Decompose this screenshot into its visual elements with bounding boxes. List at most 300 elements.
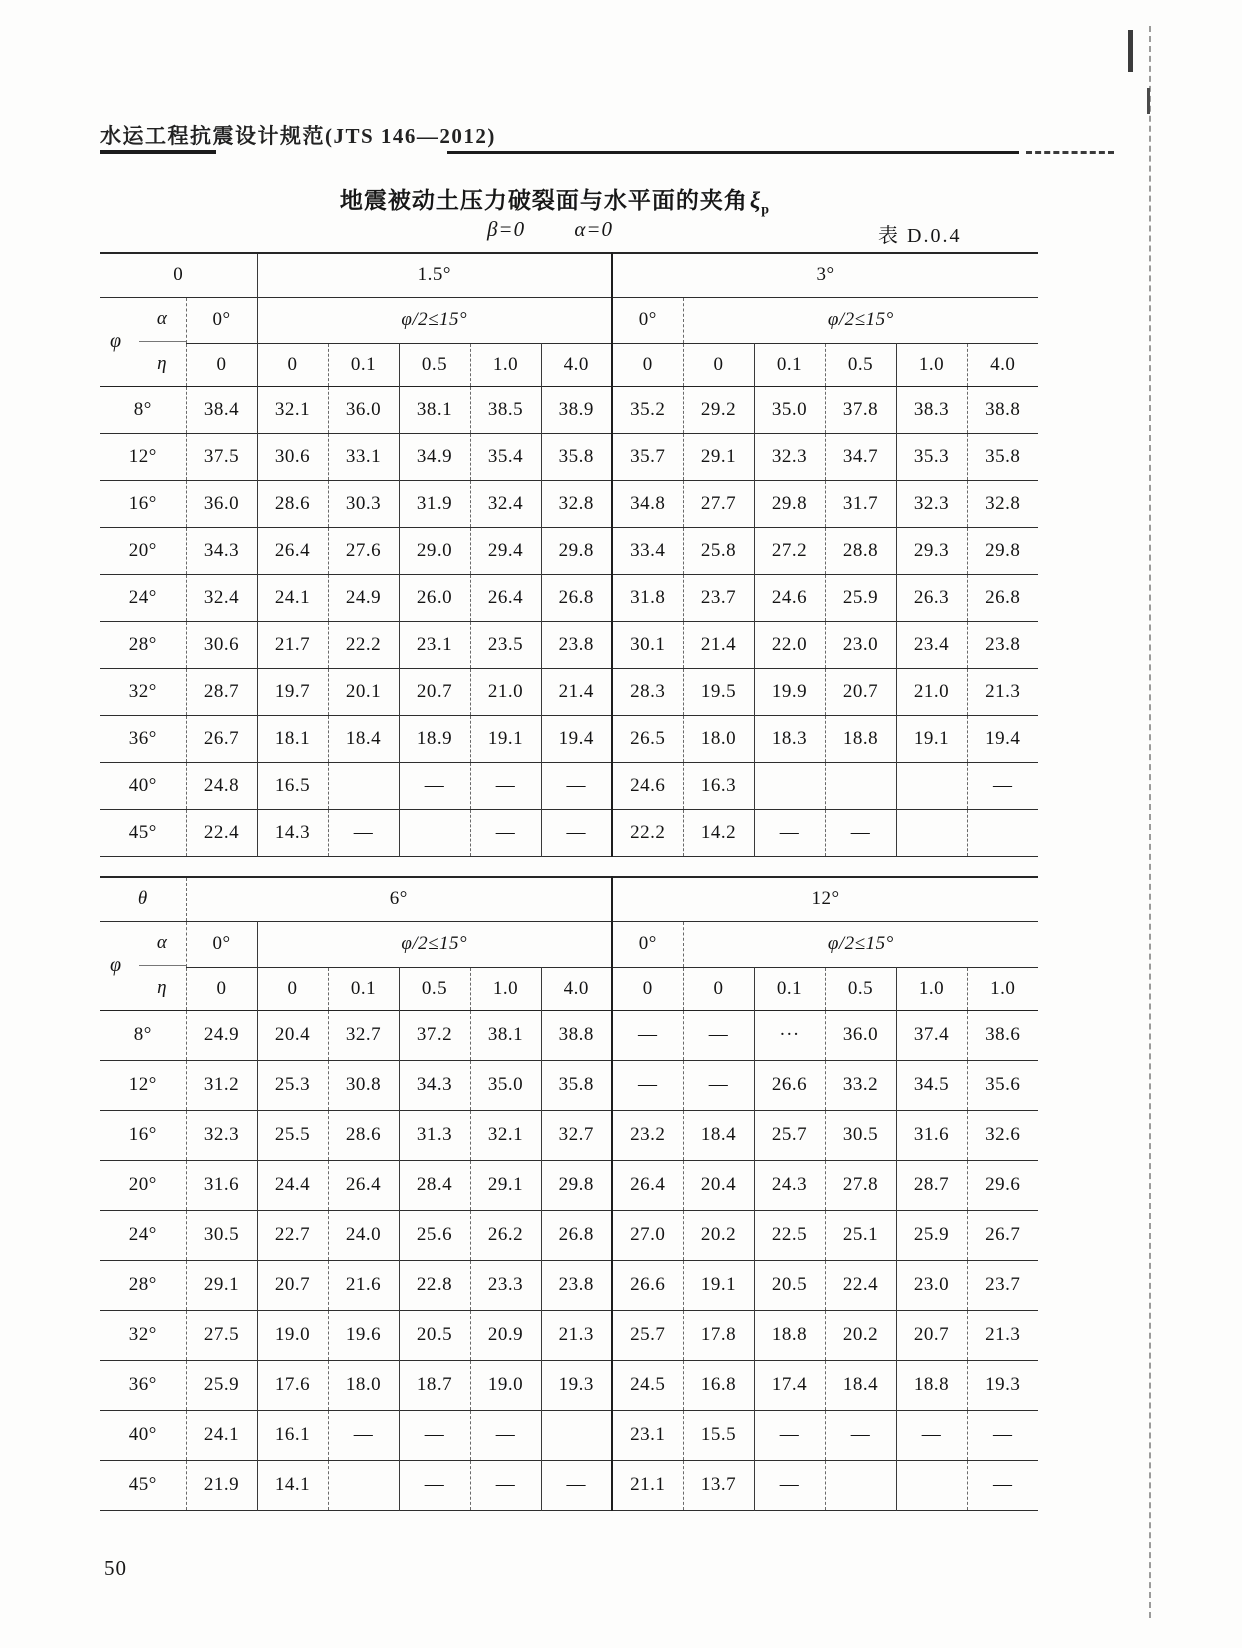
value-cell: 33.1 bbox=[328, 433, 399, 480]
phi-value: 20° bbox=[128, 1174, 157, 1195]
value-cell: 26.0 bbox=[399, 574, 470, 621]
value-cell: 19.4 bbox=[541, 715, 612, 762]
value-cell: 18.4 bbox=[825, 1360, 896, 1410]
table-row bbox=[100, 480, 1038, 527]
value-cell: 26.4 bbox=[257, 527, 328, 574]
value-cell: 38.8 bbox=[967, 386, 1038, 433]
scan-artifact-mark bbox=[1128, 30, 1133, 72]
value-cell: 24.9 bbox=[328, 574, 399, 621]
value-cell: 23.1 bbox=[399, 621, 470, 668]
value-cell: 25.9 bbox=[186, 1360, 257, 1410]
alpha-col-range: φ/2≤15° bbox=[683, 297, 1038, 344]
theta-value-0: 0 bbox=[173, 264, 184, 286]
value-cell: 21.4 bbox=[541, 668, 612, 715]
value-cell: 23.7 bbox=[683, 574, 754, 621]
eta-value: 0.1 bbox=[754, 344, 825, 386]
value-cell: 24.4 bbox=[257, 1160, 328, 1210]
value-cell: 29.4 bbox=[470, 527, 541, 574]
table-row bbox=[100, 1260, 1038, 1310]
value-cell: 18.8 bbox=[896, 1360, 967, 1410]
xi-subscript: p bbox=[761, 202, 771, 218]
value-cell: 23.3 bbox=[470, 1260, 541, 1310]
value-cell: 33.2 bbox=[825, 1060, 896, 1110]
table-row bbox=[100, 1210, 1038, 1260]
page-number: 50 bbox=[104, 1556, 127, 1580]
value-cell: 28.8 bbox=[825, 527, 896, 574]
xi-p-table-lower bbox=[100, 876, 1038, 1511]
value-cell: 19.1 bbox=[683, 1260, 754, 1310]
value-cell: 25.3 bbox=[257, 1060, 328, 1110]
value-cell: 31.8 bbox=[612, 574, 683, 621]
value-cell bbox=[825, 762, 896, 809]
value-cell bbox=[896, 762, 967, 809]
value-cell: 23.8 bbox=[541, 621, 612, 668]
eta-label: η bbox=[157, 352, 168, 374]
value-cell: 22.2 bbox=[612, 809, 683, 856]
value-cell: 18.1 bbox=[257, 715, 328, 762]
alpha-col-0deg: 0° bbox=[612, 921, 683, 968]
theta-value-6deg: 6° bbox=[186, 877, 612, 921]
value-cell: 26.7 bbox=[186, 715, 257, 762]
theta-value-1-5deg: 1.5° bbox=[257, 253, 612, 297]
value-cell: 23.4 bbox=[896, 621, 967, 668]
value-cell: 19.3 bbox=[541, 1360, 612, 1410]
value-cell: — bbox=[754, 809, 825, 856]
theta-value-3deg: 3° bbox=[612, 253, 1038, 297]
value-cell: 19.3 bbox=[967, 1360, 1038, 1410]
table-row bbox=[100, 574, 1038, 621]
value-cell: 19.4 bbox=[967, 715, 1038, 762]
value-cell: 27.8 bbox=[825, 1160, 896, 1210]
value-cell: 28.6 bbox=[257, 480, 328, 527]
value-cell: ··· bbox=[754, 1010, 825, 1060]
eta-header-row bbox=[100, 968, 1038, 1010]
scan-artifact-line bbox=[1149, 26, 1151, 1618]
value-cell: 34.9 bbox=[399, 433, 470, 480]
value-cell: 38.1 bbox=[470, 1010, 541, 1060]
value-cell: 18.4 bbox=[328, 715, 399, 762]
value-cell: 28.3 bbox=[612, 668, 683, 715]
value-cell: 21.1 bbox=[612, 1460, 683, 1510]
phi-value: 24° bbox=[128, 1224, 157, 1245]
value-cell: 38.6 bbox=[967, 1010, 1038, 1060]
eta-value: 0 bbox=[257, 344, 328, 386]
table-row bbox=[100, 809, 1038, 856]
value-cell: — bbox=[541, 762, 612, 809]
value-cell: 28.7 bbox=[896, 1160, 967, 1210]
value-cell: 22.7 bbox=[257, 1210, 328, 1260]
value-cell: 34.3 bbox=[399, 1060, 470, 1110]
value-cell: — bbox=[612, 1060, 683, 1110]
value-cell: 23.8 bbox=[541, 1260, 612, 1310]
value-cell: 26.6 bbox=[754, 1060, 825, 1110]
value-cell: 19.5 bbox=[683, 668, 754, 715]
table-title bbox=[0, 182, 1110, 219]
value-cell: 34.8 bbox=[612, 480, 683, 527]
value-cell: 27.6 bbox=[328, 527, 399, 574]
value-cell: 17.4 bbox=[754, 1360, 825, 1410]
value-cell: 35.0 bbox=[470, 1060, 541, 1110]
alpha-label: α bbox=[139, 922, 186, 967]
value-cell: 20.7 bbox=[896, 1310, 967, 1360]
value-cell: 13.7 bbox=[683, 1460, 754, 1510]
value-cell: 37.2 bbox=[399, 1010, 470, 1060]
value-cell: 24.6 bbox=[754, 574, 825, 621]
value-cell: 20.5 bbox=[754, 1260, 825, 1310]
value-cell: 29.8 bbox=[541, 1160, 612, 1210]
value-cell: 35.4 bbox=[470, 433, 541, 480]
table-row bbox=[100, 1360, 1038, 1410]
alpha-header-row bbox=[100, 297, 1038, 344]
value-cell: 35.7 bbox=[612, 433, 683, 480]
value-cell: 26.7 bbox=[967, 1210, 1038, 1260]
value-cell: 33.4 bbox=[612, 527, 683, 574]
value-cell: 36.0 bbox=[186, 480, 257, 527]
eta-value: 1.0 bbox=[470, 344, 541, 386]
value-cell: — bbox=[470, 1410, 541, 1460]
table-row bbox=[100, 1410, 1038, 1460]
header-underline-right bbox=[447, 151, 1019, 154]
value-cell: 19.6 bbox=[328, 1310, 399, 1360]
value-cell: 26.2 bbox=[470, 1210, 541, 1260]
eta-value: 1.0 bbox=[896, 968, 967, 1010]
value-cell bbox=[328, 762, 399, 809]
eta-value: 0.1 bbox=[328, 344, 399, 386]
alpha-col-range: φ/2≤15° bbox=[257, 921, 612, 968]
value-cell: — bbox=[470, 1460, 541, 1510]
value-cell: 29.8 bbox=[967, 527, 1038, 574]
value-cell: 28.4 bbox=[399, 1160, 470, 1210]
value-cell: 25.6 bbox=[399, 1210, 470, 1260]
phi-value: 8° bbox=[133, 398, 152, 420]
alpha-col-0deg: 0° bbox=[186, 297, 257, 344]
value-cell: 37.8 bbox=[825, 386, 896, 433]
value-cell: 31.6 bbox=[186, 1160, 257, 1210]
eta-value: 0.1 bbox=[754, 968, 825, 1010]
value-cell: 20.7 bbox=[825, 668, 896, 715]
value-cell: 35.0 bbox=[754, 386, 825, 433]
value-cell: 38.1 bbox=[399, 386, 470, 433]
value-cell: 23.0 bbox=[896, 1260, 967, 1310]
value-cell: 19.1 bbox=[470, 715, 541, 762]
value-cell: 18.8 bbox=[754, 1310, 825, 1360]
phi-value: 12° bbox=[128, 1074, 157, 1095]
xi-p-table-upper bbox=[100, 252, 1038, 857]
value-cell bbox=[328, 1460, 399, 1510]
value-cell bbox=[399, 809, 470, 856]
value-cell: 35.2 bbox=[612, 386, 683, 433]
phi-value: 16° bbox=[128, 1124, 157, 1145]
value-cell: 29.3 bbox=[896, 527, 967, 574]
value-cell: — bbox=[683, 1060, 754, 1110]
value-cell: 21.3 bbox=[541, 1310, 612, 1360]
phi-value: 8° bbox=[133, 1024, 152, 1045]
header-underline-dashes bbox=[1026, 151, 1114, 154]
table-row bbox=[100, 1010, 1038, 1060]
table-row bbox=[100, 433, 1038, 480]
value-cell: 25.7 bbox=[754, 1110, 825, 1160]
value-cell: 34.7 bbox=[825, 433, 896, 480]
value-cell: 26.8 bbox=[541, 1210, 612, 1260]
eta-value: 0 bbox=[683, 344, 754, 386]
phi-value: 28° bbox=[128, 633, 157, 655]
value-cell: 18.7 bbox=[399, 1360, 470, 1410]
value-cell: 32.1 bbox=[257, 386, 328, 433]
value-cell: 18.4 bbox=[683, 1110, 754, 1160]
value-cell: 24.6 bbox=[612, 762, 683, 809]
value-cell: 22.4 bbox=[186, 809, 257, 856]
value-cell: 29.2 bbox=[683, 386, 754, 433]
value-cell: — bbox=[399, 1410, 470, 1460]
value-cell: — bbox=[541, 1460, 612, 1510]
table-title-text: 地震被动土压力破裂面与水平面的夹角 bbox=[339, 188, 748, 213]
value-cell: 37.5 bbox=[186, 433, 257, 480]
phi-value: 40° bbox=[128, 1424, 157, 1445]
table-number: 表 D.0.4 bbox=[878, 225, 962, 247]
phi-value: 40° bbox=[128, 774, 157, 796]
alpha-condition: α=0 bbox=[574, 217, 614, 241]
theta-row-label: θ bbox=[137, 888, 148, 910]
value-cell: 18.3 bbox=[754, 715, 825, 762]
value-cell: 32.6 bbox=[967, 1110, 1038, 1160]
table-row bbox=[100, 1110, 1038, 1160]
value-cell: 16.8 bbox=[683, 1360, 754, 1410]
value-cell: — bbox=[967, 1460, 1038, 1510]
value-cell: 34.3 bbox=[186, 527, 257, 574]
value-cell: 24.1 bbox=[257, 574, 328, 621]
value-cell: 24.9 bbox=[186, 1010, 257, 1060]
eta-value: 0.5 bbox=[399, 344, 470, 386]
table-row bbox=[100, 386, 1038, 433]
value-cell: 23.8 bbox=[967, 621, 1038, 668]
value-cell: 29.1 bbox=[683, 433, 754, 480]
value-cell: 20.2 bbox=[825, 1310, 896, 1360]
eta-value: 0 bbox=[683, 968, 754, 1010]
table-row bbox=[100, 1460, 1038, 1510]
value-cell: 14.3 bbox=[257, 809, 328, 856]
value-cell: 38.3 bbox=[896, 386, 967, 433]
value-cell: — bbox=[541, 809, 612, 856]
phi-value: 36° bbox=[128, 1374, 157, 1395]
value-cell: 23.2 bbox=[612, 1110, 683, 1160]
value-cell: 16.1 bbox=[257, 1410, 328, 1460]
value-cell: 30.6 bbox=[186, 621, 257, 668]
eta-value: 0 bbox=[257, 968, 328, 1010]
value-cell: — bbox=[399, 1460, 470, 1510]
value-cell: 25.9 bbox=[896, 1210, 967, 1260]
value-cell bbox=[825, 1460, 896, 1510]
eta-value: 4.0 bbox=[541, 344, 612, 386]
value-cell: 18.9 bbox=[399, 715, 470, 762]
value-cell: 26.8 bbox=[541, 574, 612, 621]
alpha-col-0deg: 0° bbox=[186, 921, 257, 968]
value-cell: 30.5 bbox=[186, 1210, 257, 1260]
value-cell: 25.1 bbox=[825, 1210, 896, 1260]
value-cell: 32.3 bbox=[754, 433, 825, 480]
eta-value: 4.0 bbox=[967, 344, 1038, 386]
value-cell: 35.6 bbox=[967, 1060, 1038, 1110]
value-cell: 35.8 bbox=[967, 433, 1038, 480]
phi-value: 12° bbox=[128, 445, 157, 467]
value-cell: 21.3 bbox=[967, 668, 1038, 715]
value-cell: 22.0 bbox=[754, 621, 825, 668]
phi-value: 28° bbox=[128, 1274, 157, 1295]
value-cell: 17.8 bbox=[683, 1310, 754, 1360]
value-cell: 30.5 bbox=[825, 1110, 896, 1160]
value-cell: 20.4 bbox=[257, 1010, 328, 1060]
value-cell: 20.7 bbox=[257, 1260, 328, 1310]
value-cell: 31.9 bbox=[399, 480, 470, 527]
value-cell: 30.8 bbox=[328, 1060, 399, 1110]
value-cell: 32.7 bbox=[328, 1010, 399, 1060]
eta-header-row bbox=[100, 344, 1038, 386]
value-cell: — bbox=[683, 1010, 754, 1060]
table-row bbox=[100, 762, 1038, 809]
value-cell: 24.0 bbox=[328, 1210, 399, 1260]
value-cell bbox=[754, 762, 825, 809]
eta-value: 0 bbox=[186, 968, 257, 1010]
value-cell: 25.5 bbox=[257, 1110, 328, 1160]
alpha-label: α bbox=[139, 298, 186, 343]
eta-value: 0.5 bbox=[825, 968, 896, 1010]
value-cell: 29.0 bbox=[399, 527, 470, 574]
eta-label: η bbox=[157, 976, 168, 998]
phi-value: 36° bbox=[128, 727, 157, 749]
value-cell: 18.0 bbox=[328, 1360, 399, 1410]
table-row bbox=[100, 621, 1038, 668]
value-cell: 21.6 bbox=[328, 1260, 399, 1310]
value-cell: 32.1 bbox=[470, 1110, 541, 1160]
phi-value: 16° bbox=[128, 492, 157, 514]
phi-value: 45° bbox=[128, 1474, 157, 1495]
table-row bbox=[100, 1060, 1038, 1110]
value-cell: 16.3 bbox=[683, 762, 754, 809]
phi-label: φ bbox=[110, 954, 122, 976]
value-cell: 22.5 bbox=[754, 1210, 825, 1260]
value-cell: 26.4 bbox=[328, 1160, 399, 1210]
value-cell: — bbox=[328, 809, 399, 856]
value-cell: 21.0 bbox=[896, 668, 967, 715]
value-cell: 24.3 bbox=[754, 1160, 825, 1210]
value-cell: 24.1 bbox=[186, 1410, 257, 1460]
eta-value: 0.5 bbox=[399, 968, 470, 1010]
value-cell: — bbox=[896, 1410, 967, 1460]
value-cell: 23.5 bbox=[470, 621, 541, 668]
value-cell: — bbox=[967, 762, 1038, 809]
theta-header-row bbox=[100, 253, 1038, 297]
value-cell: 29.8 bbox=[754, 480, 825, 527]
value-cell: 26.5 bbox=[612, 715, 683, 762]
phi-label: φ bbox=[110, 330, 122, 352]
value-cell: 32.4 bbox=[186, 574, 257, 621]
value-cell: 20.2 bbox=[683, 1210, 754, 1260]
value-cell: 34.5 bbox=[896, 1060, 967, 1110]
value-cell: 19.9 bbox=[754, 668, 825, 715]
value-cell: 32.4 bbox=[470, 480, 541, 527]
alpha-col-range: φ/2≤15° bbox=[257, 297, 612, 344]
value-cell: 29.1 bbox=[470, 1160, 541, 1210]
eta-value: 4.0 bbox=[541, 968, 612, 1010]
value-cell: 24.8 bbox=[186, 762, 257, 809]
value-cell: 26.4 bbox=[612, 1160, 683, 1210]
value-cell: 38.8 bbox=[541, 1010, 612, 1060]
value-cell bbox=[967, 809, 1038, 856]
value-cell bbox=[541, 1410, 612, 1460]
value-cell: 36.0 bbox=[825, 1010, 896, 1060]
phi-value: 32° bbox=[128, 1324, 157, 1345]
value-cell: — bbox=[754, 1460, 825, 1510]
eta-value: 1.0 bbox=[967, 968, 1038, 1010]
theta-header-row bbox=[100, 877, 1038, 921]
value-cell: 17.6 bbox=[257, 1360, 328, 1410]
value-cell: 26.6 bbox=[612, 1260, 683, 1310]
value-cell: 28.7 bbox=[186, 668, 257, 715]
value-cell: 32.3 bbox=[186, 1110, 257, 1160]
value-cell: 18.8 bbox=[825, 715, 896, 762]
table-row bbox=[100, 715, 1038, 762]
value-cell: 31.6 bbox=[896, 1110, 967, 1160]
alpha-header-row bbox=[100, 921, 1038, 968]
value-cell: 19.0 bbox=[257, 1310, 328, 1360]
value-cell: 20.7 bbox=[399, 668, 470, 715]
value-cell: — bbox=[470, 809, 541, 856]
value-cell: 14.1 bbox=[257, 1460, 328, 1510]
value-cell: 15.5 bbox=[683, 1410, 754, 1460]
value-cell: — bbox=[612, 1010, 683, 1060]
value-cell: 22.4 bbox=[825, 1260, 896, 1310]
value-cell: 37.4 bbox=[896, 1010, 967, 1060]
table-row bbox=[100, 668, 1038, 715]
eta-value: 0.5 bbox=[825, 344, 896, 386]
value-cell: — bbox=[825, 809, 896, 856]
value-cell: 35.3 bbox=[896, 433, 967, 480]
value-cell: 27.5 bbox=[186, 1310, 257, 1360]
value-cell bbox=[896, 809, 967, 856]
table-row bbox=[100, 527, 1038, 574]
eta-value: 1.0 bbox=[896, 344, 967, 386]
xi-symbol: ξ bbox=[749, 188, 762, 213]
value-cell: 20.4 bbox=[683, 1160, 754, 1210]
value-cell: 29.8 bbox=[541, 527, 612, 574]
value-cell: 26.3 bbox=[896, 574, 967, 621]
header-underline-left bbox=[100, 150, 216, 154]
value-cell: 22.2 bbox=[328, 621, 399, 668]
table-row bbox=[100, 1310, 1038, 1360]
value-cell bbox=[896, 1460, 967, 1510]
eta-value: 0 bbox=[612, 968, 683, 1010]
value-cell: — bbox=[328, 1410, 399, 1460]
phi-value: 24° bbox=[128, 586, 157, 608]
value-cell: 31.3 bbox=[399, 1110, 470, 1160]
value-cell: 38.4 bbox=[186, 386, 257, 433]
eta-value: 0 bbox=[612, 344, 683, 386]
value-cell: — bbox=[399, 762, 470, 809]
value-cell: 23.0 bbox=[825, 621, 896, 668]
value-cell: 20.1 bbox=[328, 668, 399, 715]
value-cell: 38.9 bbox=[541, 386, 612, 433]
value-cell: 35.8 bbox=[541, 433, 612, 480]
value-cell: 22.8 bbox=[399, 1260, 470, 1310]
value-cell: 20.9 bbox=[470, 1310, 541, 1360]
value-cell: 30.1 bbox=[612, 621, 683, 668]
alpha-col-range: φ/2≤15° bbox=[683, 921, 1038, 968]
value-cell: 27.0 bbox=[612, 1210, 683, 1260]
eta-value: 1.0 bbox=[470, 968, 541, 1010]
eta-value: 0.1 bbox=[328, 968, 399, 1010]
value-cell: 19.7 bbox=[257, 668, 328, 715]
value-cell: — bbox=[754, 1410, 825, 1460]
value-cell: — bbox=[470, 762, 541, 809]
